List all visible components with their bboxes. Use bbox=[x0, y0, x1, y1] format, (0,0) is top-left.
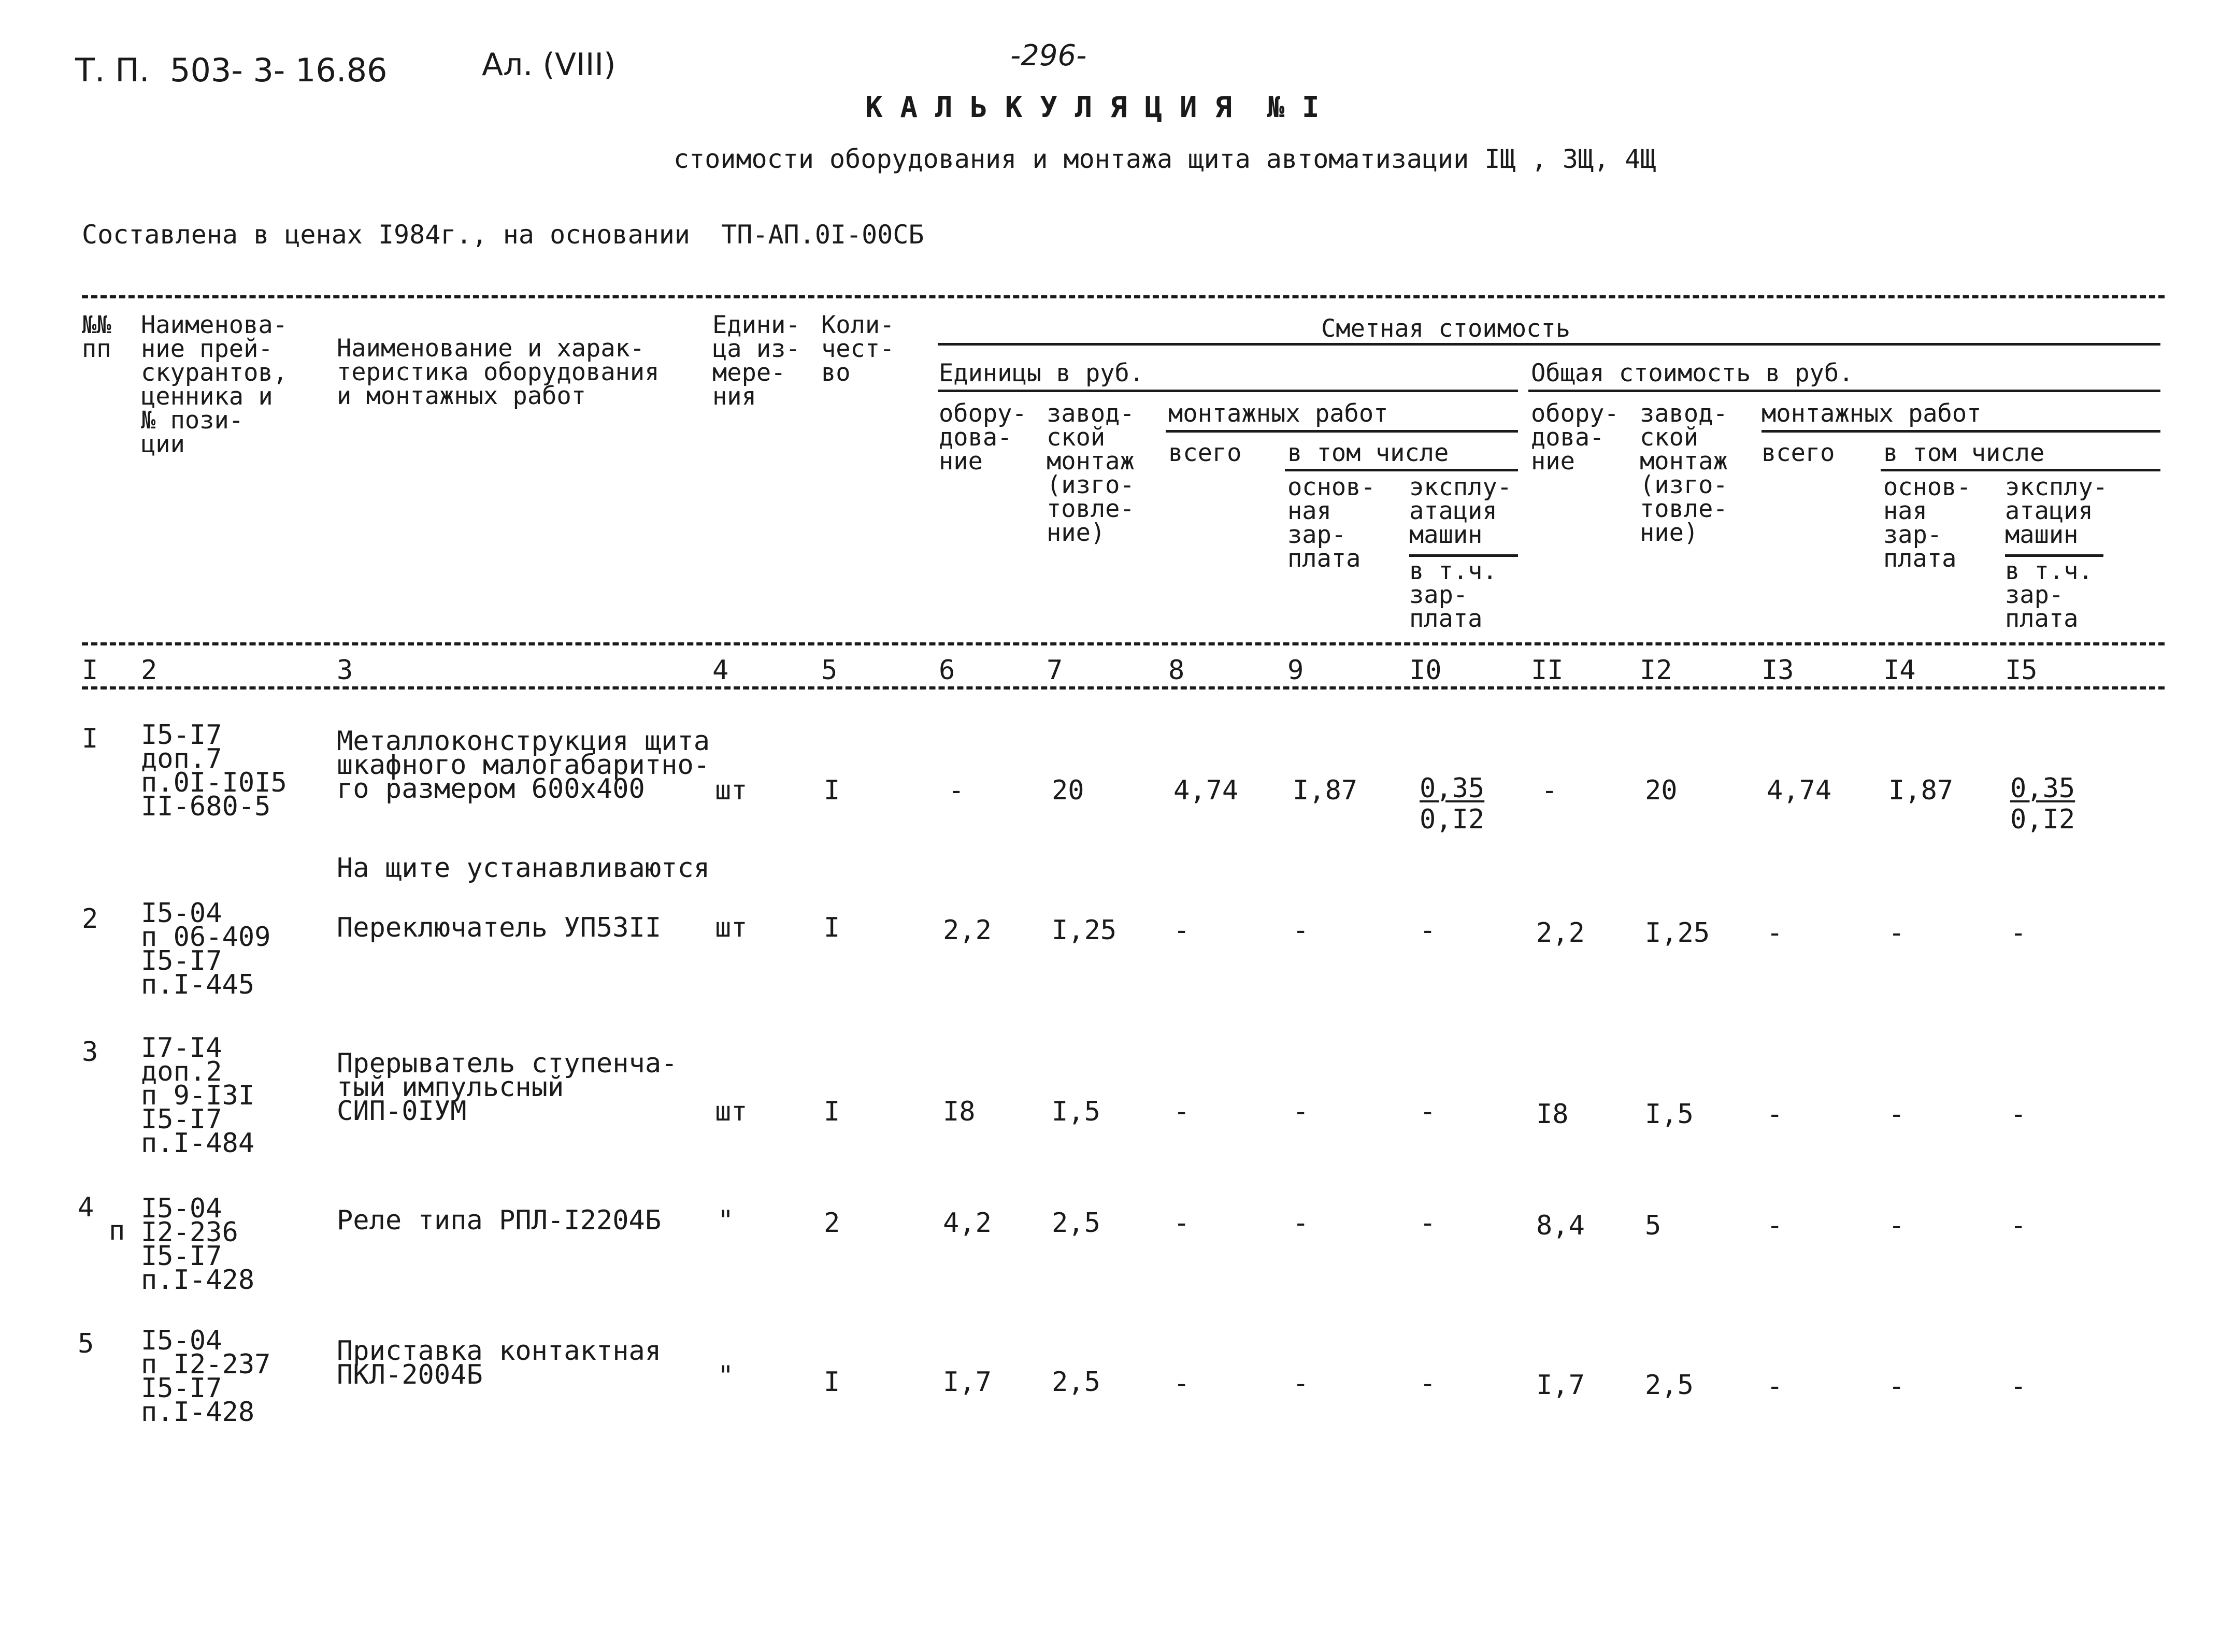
install-total-total: - bbox=[1767, 917, 1783, 949]
unit: " bbox=[718, 1360, 734, 1391]
factory-unit: 2,5 bbox=[1052, 1208, 1100, 1239]
page-subtitle: стоимости оборудования и монтажа щита автоматизации IЩ , 3Щ, 4Щ bbox=[674, 144, 1656, 174]
unit: шт bbox=[715, 912, 748, 943]
price-basis: Составлена в ценах I984г., на основании ТП-АП.0I-00СБ bbox=[82, 220, 924, 250]
header-machines-unit: эксплу- атация машин bbox=[1409, 473, 1512, 549]
machines-value: 0,35 bbox=[2010, 773, 2075, 804]
machines-total: - bbox=[2010, 1371, 2027, 1402]
header-equipment-total: обору- дова- ние bbox=[1531, 399, 1619, 476]
factory-total: 2,5 bbox=[1645, 1370, 1694, 1401]
header-total-cost: Общая стоимость в руб. bbox=[1531, 359, 1854, 387]
header-num: №№ пп bbox=[82, 311, 111, 363]
machines-wage-value: 0,I2 bbox=[2010, 804, 2075, 835]
install-total-unit: - bbox=[1173, 1096, 1190, 1127]
header-including-total: в том числе bbox=[1883, 439, 2045, 467]
wage-unit: - bbox=[1293, 1368, 1309, 1399]
factory-total: I,25 bbox=[1645, 917, 1710, 949]
factory-total: 20 bbox=[1645, 775, 1678, 806]
unit: шт bbox=[715, 1096, 748, 1127]
factory-total: I,5 bbox=[1645, 1099, 1694, 1130]
machines-total bbox=[2010, 773, 2075, 835]
factory-unit: 2,5 bbox=[1052, 1367, 1100, 1398]
row-number: 4 bbox=[78, 1192, 94, 1223]
install-total-unit: - bbox=[1173, 1368, 1190, 1399]
quantity: I bbox=[824, 1096, 840, 1127]
equipment-unit: - bbox=[948, 775, 965, 806]
install-total-total: - bbox=[1767, 1210, 1783, 1241]
header-wage-total: основ- ная зар- плата bbox=[1883, 473, 1971, 573]
pricelist-ref: I7-I4 доп.2 п 9-I3I I5-I7 п.I-484 bbox=[141, 1032, 255, 1159]
quantity: I bbox=[824, 775, 840, 806]
header-bottom-rule bbox=[82, 642, 2165, 645]
factory-total: 5 bbox=[1645, 1210, 1662, 1241]
install-total-total: - bbox=[1767, 1371, 1783, 1402]
header-machines-wage-total: в т.ч. зар- плата bbox=[2005, 557, 2093, 633]
including-rule-unit bbox=[1285, 469, 1518, 471]
estimate-rule bbox=[938, 343, 2160, 346]
header-pricelist: Наименова- ние прей- скурантов, ценника и № пози- ции bbox=[141, 311, 288, 458]
install-rule-total bbox=[1762, 430, 2160, 433]
item-name: Переключатель УП53II bbox=[337, 912, 662, 943]
header-estimated: Сметная стоимость bbox=[1321, 314, 1571, 343]
install-total-total: 4,74 bbox=[1767, 775, 1832, 806]
header-equipment-unit: обору- дова- ние bbox=[939, 399, 1027, 476]
row-number: I bbox=[82, 723, 98, 754]
equipment-total: - bbox=[1541, 775, 1558, 806]
quantity: I bbox=[824, 912, 840, 943]
wage-unit: - bbox=[1293, 915, 1309, 946]
column-number: 5 bbox=[821, 655, 838, 686]
wage-total: - bbox=[1888, 1210, 1905, 1241]
header-total-total: всего bbox=[1762, 439, 1835, 467]
wage-unit: - bbox=[1293, 1208, 1309, 1239]
equipment-total: 8,4 bbox=[1536, 1210, 1585, 1241]
header-total-unit: всего bbox=[1168, 439, 1242, 467]
machines-total: - bbox=[2010, 1210, 2027, 1241]
column-number: I5 bbox=[2005, 655, 2038, 686]
factory-unit: I,25 bbox=[1052, 915, 1117, 946]
album-number: Ал. (VIII) bbox=[482, 47, 616, 83]
column-number: II bbox=[1531, 655, 1564, 686]
column-number: I4 bbox=[1883, 655, 1916, 686]
install-total-unit: 4,74 bbox=[1173, 775, 1239, 806]
header-name: Наименование и харак- теристика оборудования и монтажных работ bbox=[337, 334, 660, 410]
column-number-rule bbox=[82, 686, 2165, 689]
machines-value: 0,35 bbox=[1420, 773, 1485, 804]
install-total-unit: - bbox=[1173, 1208, 1190, 1239]
equipment-unit: I8 bbox=[943, 1096, 976, 1127]
row-number-suffix: п bbox=[109, 1215, 125, 1246]
machines-unit: - bbox=[1420, 1368, 1436, 1399]
machines-wage-value: 0,I2 bbox=[1420, 804, 1485, 835]
quantity: I bbox=[824, 1367, 840, 1398]
header-machines-total: эксплу- атация машин bbox=[2005, 473, 2108, 549]
install-rule-unit bbox=[1166, 430, 1518, 433]
wage-total: - bbox=[1888, 1371, 1905, 1402]
item-name: Приставка контактная ПКЛ-2004Б bbox=[337, 1335, 662, 1390]
header-machines-wage-unit: в т.ч. зар- плата bbox=[1409, 557, 1497, 633]
column-number: 2 bbox=[141, 655, 157, 686]
item-name: Прерыватель ступенча- тый импульсный СИП-0IУМ bbox=[337, 1048, 678, 1127]
unit: шт bbox=[715, 775, 748, 806]
column-number: 9 bbox=[1287, 655, 1304, 686]
machines-unit: - bbox=[1420, 915, 1436, 946]
pricelist-ref: I5-I7 доп.7 п.0I-I0I5 II-680-5 bbox=[141, 720, 287, 822]
column-number: I2 bbox=[1640, 655, 1672, 686]
equipment-total: 2,2 bbox=[1536, 917, 1585, 949]
column-number: 3 bbox=[337, 655, 353, 686]
column-number: 4 bbox=[712, 655, 729, 686]
wage-unit: I,87 bbox=[1293, 775, 1358, 806]
column-number: 7 bbox=[1047, 655, 1063, 686]
quantity: 2 bbox=[824, 1208, 840, 1239]
column-number: 6 bbox=[939, 655, 955, 686]
wage-total: - bbox=[1888, 1099, 1905, 1130]
header-unit: Едини- ца из- мере- ния bbox=[712, 311, 800, 411]
header-install-total: монтажных работ bbox=[1762, 399, 1982, 428]
row-number: 2 bbox=[82, 903, 98, 935]
equipment-total: I8 bbox=[1536, 1099, 1569, 1130]
unit-cost-rule bbox=[938, 390, 1518, 392]
machines-unit bbox=[1420, 773, 1484, 835]
pricelist-ref: I5-04 I2-236 I5-I7 п.I-428 bbox=[141, 1193, 255, 1296]
item-name: Реле типа РПЛ-I2204Б bbox=[337, 1205, 662, 1236]
pricelist-ref: I5-04 п I2-237 I5-I7 п.I-428 bbox=[141, 1325, 271, 1428]
machines-total: - bbox=[2010, 1099, 2027, 1130]
header-unit-cost: Единицы в руб. bbox=[939, 359, 1144, 387]
machines-total: - bbox=[2010, 917, 2027, 949]
project-code: Т. П. 503- 3- 16.86 bbox=[75, 51, 388, 89]
equipment-total: I,7 bbox=[1536, 1370, 1585, 1401]
machines-unit: - bbox=[1420, 1096, 1436, 1127]
factory-unit: I,5 bbox=[1052, 1096, 1100, 1127]
total-cost-rule bbox=[1528, 390, 2160, 392]
page-number: -296- bbox=[1010, 39, 1087, 73]
wage-unit: - bbox=[1293, 1096, 1309, 1127]
header-qty: Коли- чест- во bbox=[821, 311, 895, 387]
pricelist-ref: I5-04 п 06-409 I5-I7 п.I-445 bbox=[141, 898, 271, 1000]
column-number: 8 bbox=[1168, 655, 1185, 686]
page-title: К А Л Ь К У Л Я Ц И Я № I bbox=[865, 91, 1320, 124]
unit: " bbox=[718, 1205, 734, 1236]
equipment-unit: 2,2 bbox=[943, 915, 992, 946]
install-total-unit: - bbox=[1173, 915, 1190, 946]
item-name: Металлоконструкция щита шкафного малогабаритно- го размером 600х400 bbox=[337, 726, 710, 805]
machines-unit: - bbox=[1420, 1208, 1436, 1239]
wage-total: - bbox=[1888, 917, 1905, 949]
install-total-total: - bbox=[1767, 1099, 1783, 1130]
equipment-unit: I,7 bbox=[943, 1367, 992, 1398]
column-number: I0 bbox=[1409, 655, 1442, 686]
column-number: I3 bbox=[1762, 655, 1794, 686]
section-note: На щите устанавливаются bbox=[337, 853, 710, 884]
column-number: I bbox=[82, 655, 98, 686]
equipment-unit: 4,2 bbox=[943, 1208, 992, 1239]
row-number: 5 bbox=[78, 1328, 94, 1359]
table-top-rule bbox=[82, 295, 2165, 298]
row-number: 3 bbox=[82, 1037, 98, 1068]
header-install-unit: монтажных работ bbox=[1168, 399, 1388, 428]
factory-unit: 20 bbox=[1052, 775, 1084, 806]
header-including-unit: в том числе bbox=[1287, 439, 1449, 467]
header-factory-unit: завод- ской монтаж (изго- товле- ние) bbox=[1047, 399, 1135, 547]
header-wage-unit: основ- ная зар- плата bbox=[1287, 473, 1376, 573]
including-rule-total bbox=[1881, 469, 2160, 471]
wage-total: I,87 bbox=[1888, 775, 1954, 806]
header-factory-total: завод- ской монтаж (изго- товле- ние) bbox=[1640, 399, 1728, 547]
